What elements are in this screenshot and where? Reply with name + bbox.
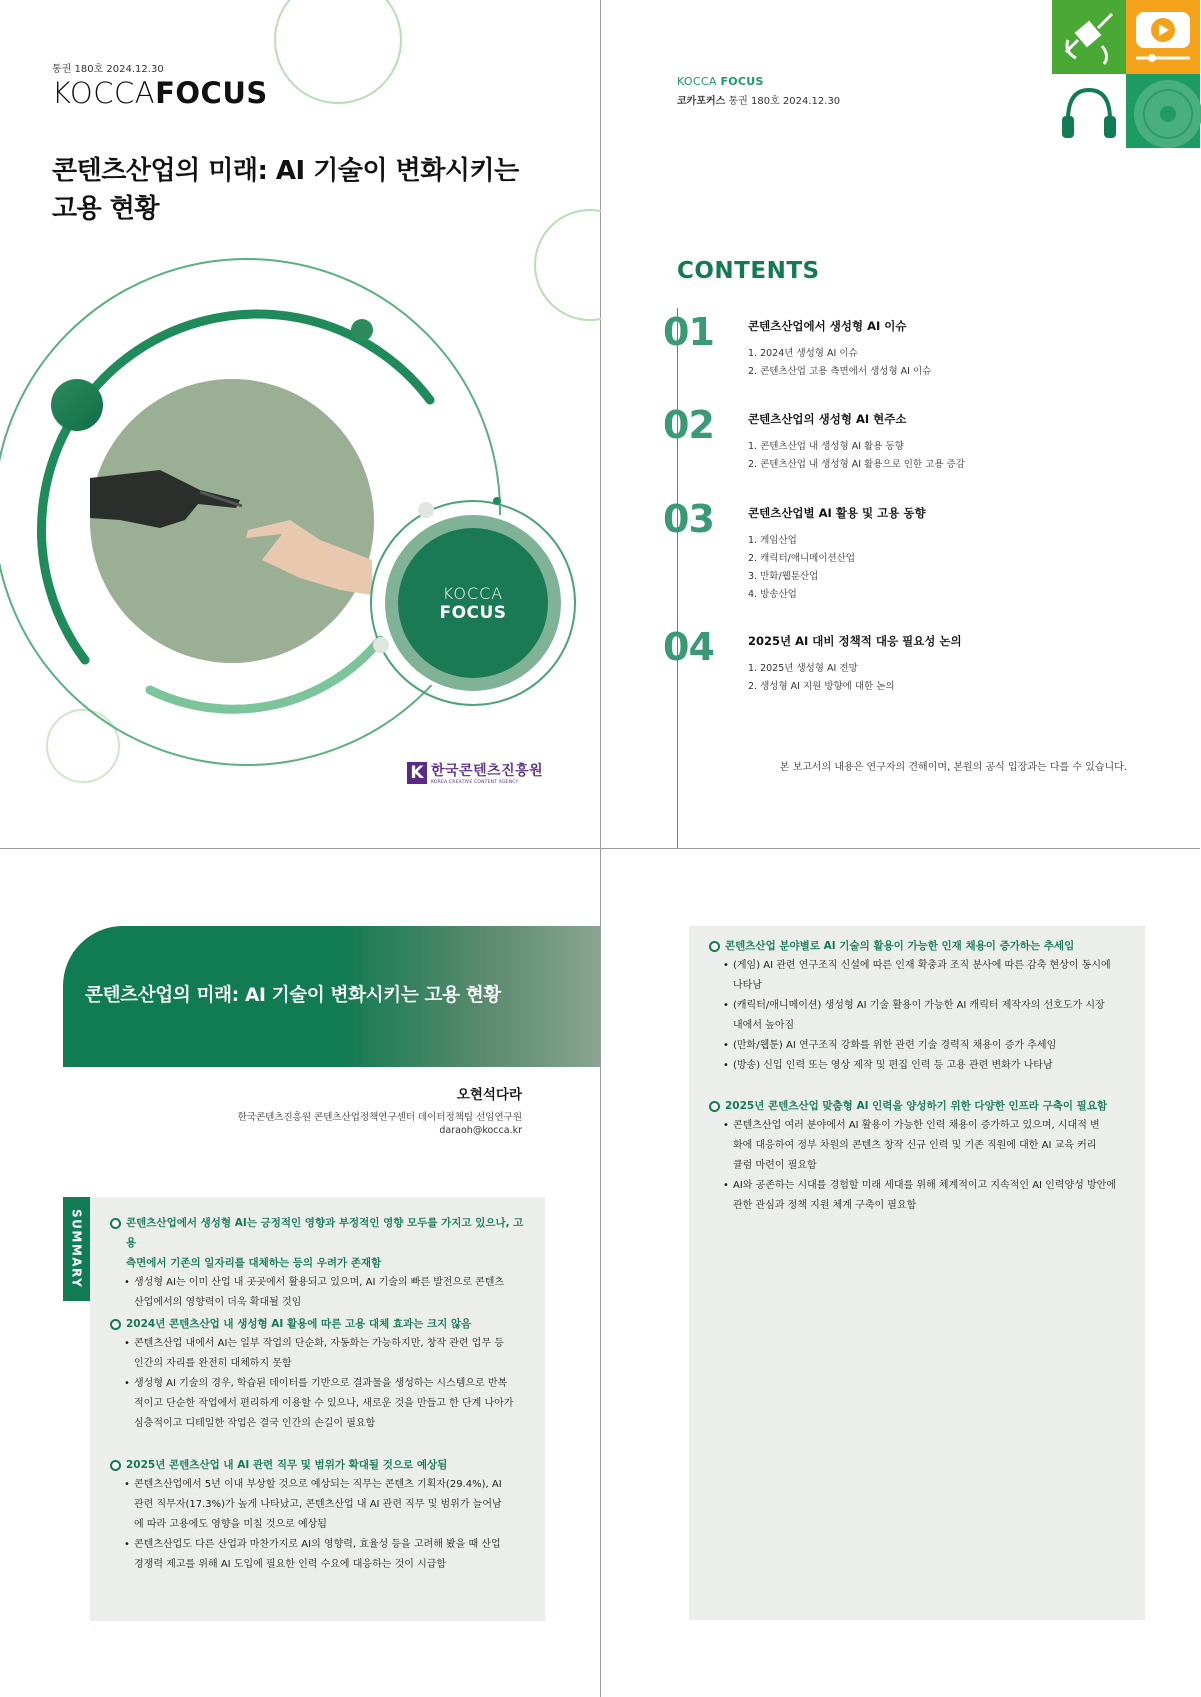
title-banner bbox=[63, 926, 600, 1067]
kocca-focus-logo: KOCCAFOCUS bbox=[52, 76, 268, 110]
summary-section bbox=[110, 1455, 530, 1575]
satellite-icon bbox=[1052, 0, 1126, 74]
summary-heading: 2024년 콘텐츠산업 내 생성형 AI 활용에 따른 고용 대체 효과는 크지 않음 bbox=[110, 1314, 530, 1334]
deco-dot-small bbox=[351, 319, 373, 341]
toc-title: 2025년 AI 대비 정책적 대응 필요성 논의 bbox=[748, 634, 962, 648]
summary-tab: SUMMARY bbox=[63, 1197, 90, 1301]
toc-title: 콘텐츠산업에서 생성형 AI 이슈 bbox=[748, 319, 907, 333]
toc-number: 01 bbox=[663, 310, 714, 354]
author-affiliation: 한국콘텐츠진흥원 콘텐츠산업정책연구센터 데이터정책팀 선임연구원 bbox=[237, 1112, 522, 1123]
brand-line: KOCCA FOCUS bbox=[677, 75, 764, 88]
summary-box bbox=[90, 1197, 545, 1621]
agency-name-en: KOREA CREATIVE CONTENT AGENCY bbox=[431, 780, 519, 785]
summary-bullet: • (게임) AI 관련 연구조직 신설에 따른 인재 확충과 조직 분사에 따른 감축 현상이 동시에 나타남 bbox=[709, 956, 1129, 996]
summary-bullet: • (방송) 신입 인력 또는 영상 제작 및 편집 인력 등 고용 관련 변화가 나타남 bbox=[709, 1056, 1129, 1076]
video-play-icon bbox=[1126, 0, 1200, 74]
article-title: 콘텐츠산업의 미래: AI 기술이 변화시키는 고용 현황 bbox=[85, 985, 501, 1006]
summary-bullet: • 콘텐츠산업 여러 분야에서 AI 활용이 가능한 인력 채용이 증가하고 있으며, 시대적 변 화에 대응하여 정부 차원의 콘텐츠 창작 신규 인력 및 기존 직원에 대한 AI 교육 커리 큘럼 마련이 필요함 bbox=[709, 1116, 1129, 1176]
kocca-focus-badge: KOCCA FOCUS bbox=[398, 528, 548, 678]
toc-items: 1. 2025년 생성형 AI 전망 2. 생성형 AI 지원 방향에 대한 논의 bbox=[748, 663, 895, 692]
summary-heading: 2025년 콘텐츠산업 내 AI 관련 직무 및 범위가 확대될 것으로 예상됨 bbox=[110, 1455, 530, 1475]
summary-section bbox=[110, 1314, 530, 1434]
summary-bullet: • 콘텐츠산업에서 5년 이내 부상할 것으로 예상되는 직무는 콘텐츠 기획자(29.4%), AI 관련 직무자(17.3%)가 높게 나타났고, 콘텐츠산업 내 AI 관련 직무 및 범위가 늘어남 에 따라 고용에도 영향을 미칠 것으로 예상됨 bbox=[110, 1475, 530, 1535]
contents-page bbox=[601, 0, 1201, 848]
summary-heading: 콘텐츠산업 분야별로 AI 기술의 활용이 가능한 인재 채용이 증가하는 추세임 bbox=[709, 936, 1129, 956]
summary-bullet: • 콘텐츠산업도 다른 산업과 마찬가지로 AI의 영향력, 효율성 등을 고려해 봤을 때 산업 경쟁력 제고를 위해 AI 도입에 필요한 인력 수요에 대응하는 것이 시급함 bbox=[110, 1535, 530, 1575]
contents-heading: CONTENTS bbox=[677, 258, 820, 284]
agency-k-icon: K bbox=[407, 762, 427, 784]
vinyl-disc-icon bbox=[1126, 74, 1200, 148]
issue-info: 통권 180호 2024.12.30 bbox=[52, 64, 164, 75]
summary-section bbox=[709, 936, 1129, 1076]
toc-number: 03 bbox=[663, 497, 714, 541]
deco-circle-top bbox=[275, 0, 401, 103]
disclaimer: 본 보고서의 내용은 연구자의 견해이며, 본원의 공식 입장과는 다를 수 있습니다. bbox=[779, 762, 1127, 773]
ring-node-1 bbox=[418, 502, 434, 518]
article-page bbox=[0, 849, 600, 1697]
toc-title: 콘텐츠산업의 생성형 AI 현주소 bbox=[748, 412, 907, 426]
toc-items: 1. 2024년 생성형 AI 이슈 2. 콘텐츠산업 고용 측면에서 생성형 AI 이슈 bbox=[748, 348, 932, 377]
summary-heading: 2025년 콘텐츠산업 맞춤형 AI 인력을 양성하기 위한 다양한 인프라 구축이 필요함 bbox=[709, 1096, 1129, 1116]
issue-info: 코카포커스 통권 180호 2024.12.30 bbox=[677, 96, 841, 107]
contents-side-line bbox=[677, 308, 678, 848]
headphones-icon bbox=[1052, 74, 1126, 148]
toc-title: 콘텐츠산업별 AI 활용 및 고용 동향 bbox=[748, 506, 926, 520]
summary-bullet: • AI와 공존하는 시대를 경험할 미래 세대를 위해 체계적이고 지속적인 AI 인력양성 방안에 관한 관심과 정책 지원 체계 구축이 필요함 bbox=[709, 1176, 1129, 1216]
deco-circle-bottom bbox=[47, 710, 119, 782]
author-name: 오현석다라 bbox=[456, 1087, 522, 1103]
summary-bullet: • 생성형 AI 기술의 경우, 학습된 데이터를 기반으로 결과물을 생성하는 시스템으로 반복 적이고 단순한 작업에서 편리하게 이용할 수 있으나, 새로운 것을 만들고 한 단계 나아가 심층적이고 디테일한 작업은 결국 인간의 손길이 필요함 bbox=[110, 1374, 530, 1434]
toc-number: 02 bbox=[663, 403, 714, 447]
summary-continued-page bbox=[601, 849, 1201, 1697]
cover-title: 콘텐츠산업의 미래: AI 기술이 변화시키는 고용 현황 bbox=[52, 156, 519, 224]
summary-bullet: • (만화/웹툰) AI 연구조직 강화를 위한 관련 기술 경력직 채용이 증가 추세임 bbox=[709, 1036, 1129, 1056]
deco-dot-left bbox=[51, 379, 103, 431]
toc-number: 04 bbox=[663, 625, 714, 669]
summary-bullet: • 콘텐츠산업 내에서 AI는 일부 작업의 단순화, 자동화는 가능하지만, 창작 관련 업무 등 인간의 자리를 완전히 대체하지 못함 bbox=[110, 1334, 530, 1374]
summary-section bbox=[110, 1213, 530, 1313]
ring-node-3 bbox=[493, 497, 501, 505]
toc-items: 1. 게임산업 2. 캐릭터/애니메이션산업 3. 만화/웹툰산업 4. 방송산업 bbox=[748, 535, 856, 600]
author-email[interactable]: daraoh@kocca.kr bbox=[439, 1125, 522, 1136]
summary-bullet: • (캐릭터/애니메이션) 생성형 AI 기술 활용이 가능한 AI 캐릭터 제작자의 선호도가 시장 내에서 높아짐 bbox=[709, 996, 1129, 1036]
agency-logo bbox=[407, 760, 543, 785]
summary-heading: 콘텐츠산업에서 생성형 AI는 긍정적인 영향과 부정적인 영향 모두를 가지고 있으나, 고용 측면에서 기존의 일자리를 대체하는 등의 우려가 존재함 bbox=[110, 1213, 530, 1273]
cover-page bbox=[0, 0, 600, 848]
summary-box bbox=[689, 926, 1145, 1620]
toc-items: 1. 콘텐츠산업 내 생성형 AI 활용 동향 2. 콘텐츠산업 내 생성형 AI 활용으로 인한 고용 증감 bbox=[748, 441, 965, 470]
agency-name-ko: 한국콘텐츠진흥원 bbox=[431, 763, 544, 779]
ring-node-2 bbox=[373, 637, 389, 653]
cover-artwork bbox=[0, 0, 600, 848]
summary-bullet: • 생성형 AI는 이미 산업 내 곳곳에서 활용되고 있으며, AI 기술의 빠른 발전으로 콘텐츠 산업에서의 영향력이 더욱 확대될 것임 bbox=[110, 1273, 530, 1313]
summary-section bbox=[709, 1096, 1129, 1216]
